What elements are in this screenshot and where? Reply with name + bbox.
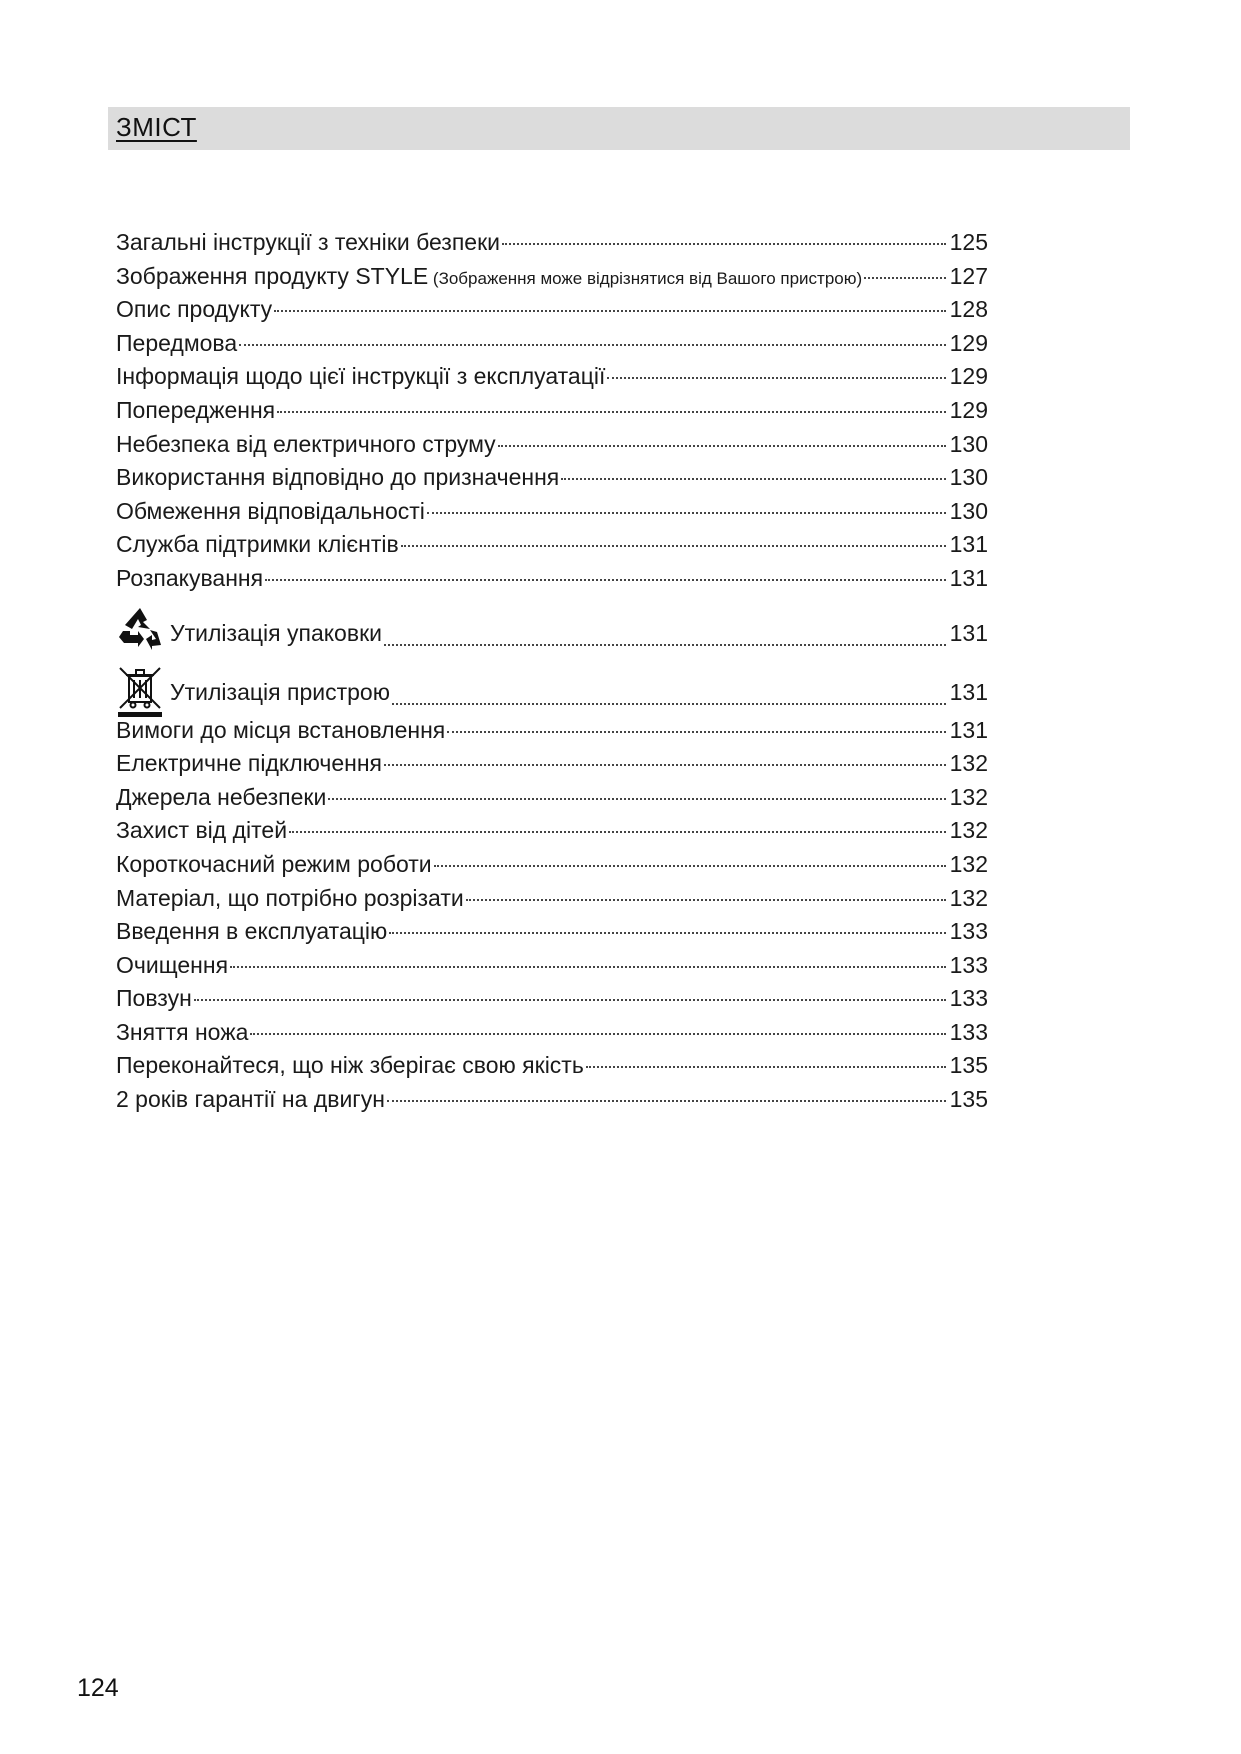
dot-leader — [230, 966, 946, 968]
dot-leader — [289, 831, 946, 833]
toc-entry-label: Передмова — [116, 329, 238, 356]
toc-entry-label: Вимоги до місця встановлення — [116, 716, 446, 743]
toc-entry — [116, 814, 988, 848]
toc-entry — [116, 293, 988, 327]
table-of-contents — [116, 226, 988, 1117]
toc-entry — [116, 882, 988, 916]
toc-entry-label: Інформація щодо цієї інструкції з експлуатації — [116, 363, 606, 390]
toc-entry-page: 131 — [949, 716, 988, 743]
toc-entry-label: 2 років гарантії на двигун — [116, 1086, 385, 1113]
toc-entry — [116, 915, 988, 949]
dot-leader — [401, 545, 946, 547]
page-title: ЗМІСТ — [116, 112, 197, 142]
toc-entry-label: Небезпека від електричного струму — [116, 430, 496, 457]
toc-entry-label: Загальні інструкції з техніки безпеки — [116, 229, 500, 255]
toc-entry-label: Опис продукту — [116, 296, 273, 323]
toc-entry-page: 133 — [949, 951, 988, 978]
toc-entry — [116, 714, 988, 748]
toc-entry-page: 132 — [949, 817, 988, 844]
dot-leader — [561, 478, 946, 480]
toc-entry-label: Переконайтеся, що ніж зберігає свою якість — [116, 1052, 584, 1079]
toc-entry-label: Очищення — [116, 951, 229, 978]
toc-entry — [116, 461, 988, 495]
dot-leader — [384, 764, 946, 766]
toc-entry — [116, 1049, 988, 1083]
toc-entry-page: 129 — [949, 396, 988, 423]
toc-entry-label: Матеріал, що потрібно розрізати — [116, 884, 464, 911]
toc-entry-label: Електричне підключення — [116, 750, 383, 777]
toc-entry-label: Розпакування — [116, 564, 264, 591]
toc-entry-page: 129 — [949, 363, 988, 390]
toc-entry — [116, 360, 988, 394]
toc-entry-page: 133 — [949, 918, 988, 945]
dot-leader — [265, 579, 946, 581]
toc-entry — [116, 226, 988, 260]
toc-entry-page: 132 — [949, 783, 988, 810]
dot-leader — [392, 703, 946, 705]
dot-leader — [466, 899, 946, 901]
toc-entry-page: 135 — [949, 1086, 988, 1113]
dot-leader — [389, 932, 946, 934]
toc-entry-page: 130 — [949, 464, 988, 491]
weee-crossed-bin-icon — [116, 664, 164, 714]
toc-entry-page: 133 — [949, 1018, 988, 1045]
dot-leader — [502, 243, 946, 245]
toc-entry-label: Повзун — [116, 985, 192, 1012]
toc-entry-label: Джерела небезпеки — [116, 783, 327, 810]
toc-entry — [116, 747, 988, 781]
toc-entry — [116, 596, 988, 655]
toc-entry-label: Зображення продукту STYLE (Зображення може відрізнятися від Вашого пристрою) — [116, 262, 863, 289]
dot-leader — [607, 377, 946, 379]
toc-entry-label: Захист від дітей — [116, 817, 288, 844]
toc-entry-page: 132 — [949, 884, 988, 911]
toc-entry-label: Попередження — [116, 396, 276, 423]
toc-entry — [116, 528, 988, 562]
toc-entry — [116, 655, 988, 714]
dot-leader — [864, 277, 946, 279]
dot-leader — [250, 1033, 946, 1035]
toc-entry — [116, 781, 988, 815]
toc-entry-page: 135 — [949, 1052, 988, 1079]
toc-entry — [116, 394, 988, 428]
toc-entry — [116, 1016, 988, 1050]
toc-entry-page: 130 — [949, 430, 988, 457]
toc-entry-label: Утилізація упаковки — [170, 619, 382, 646]
dot-leader — [274, 310, 946, 312]
toc-entry — [116, 327, 988, 361]
dot-leader — [328, 798, 946, 800]
toc-entry-page: 133 — [949, 985, 988, 1012]
dot-leader — [239, 344, 946, 346]
toc-entry-page: 127 — [949, 262, 988, 289]
toc-entry-label: Утилізація пристрою — [170, 678, 390, 705]
toc-entry — [116, 949, 988, 983]
recycle-icon — [116, 605, 164, 655]
toc-entry — [116, 848, 988, 882]
toc-entry-page: 131 — [949, 531, 988, 558]
dot-leader — [387, 1100, 946, 1102]
toc-entry-page: 131 — [949, 564, 988, 591]
toc-entry — [116, 982, 988, 1016]
toc-entry-note: (Зображення може відрізнятися від Вашого пристрою) — [428, 268, 863, 288]
toc-entry-label: Обмеження відповідальності — [116, 497, 425, 524]
dot-leader — [434, 865, 946, 867]
toc-entry-label: Введення в експлуатацію — [116, 918, 388, 945]
dot-leader — [384, 644, 946, 646]
dot-leader — [194, 999, 946, 1001]
toc-entry-page: 132 — [949, 750, 988, 777]
toc-entry — [116, 1083, 988, 1117]
toc-entry — [116, 562, 988, 596]
toc-entry-page: 132 — [949, 850, 988, 877]
toc-entry-label: Короткочасний режим роботи — [116, 850, 432, 877]
toc-entry — [116, 260, 988, 294]
dot-leader — [447, 731, 946, 733]
toc-entry-page: 130 — [949, 497, 988, 524]
dot-leader — [498, 445, 946, 447]
header-bar — [108, 107, 1130, 150]
dot-leader — [586, 1066, 946, 1068]
toc-entry — [116, 428, 988, 462]
dot-leader — [277, 411, 946, 413]
toc-entry-label: Використання відповідно до призначення — [116, 464, 560, 491]
toc-entry-page: 128 — [949, 296, 988, 323]
toc-entry-label: Зняття ножа — [116, 1018, 249, 1045]
page-number: 124 — [77, 1674, 119, 1702]
toc-entry-page: 129 — [949, 329, 988, 356]
toc-entry — [116, 495, 988, 529]
toc-entry-page: 131 — [949, 678, 988, 705]
dot-leader — [427, 512, 946, 514]
toc-entry-page: 125 — [949, 229, 988, 255]
toc-entry-label: Служба підтримки клієнтів — [116, 531, 399, 558]
toc-entry-page: 131 — [949, 619, 988, 646]
